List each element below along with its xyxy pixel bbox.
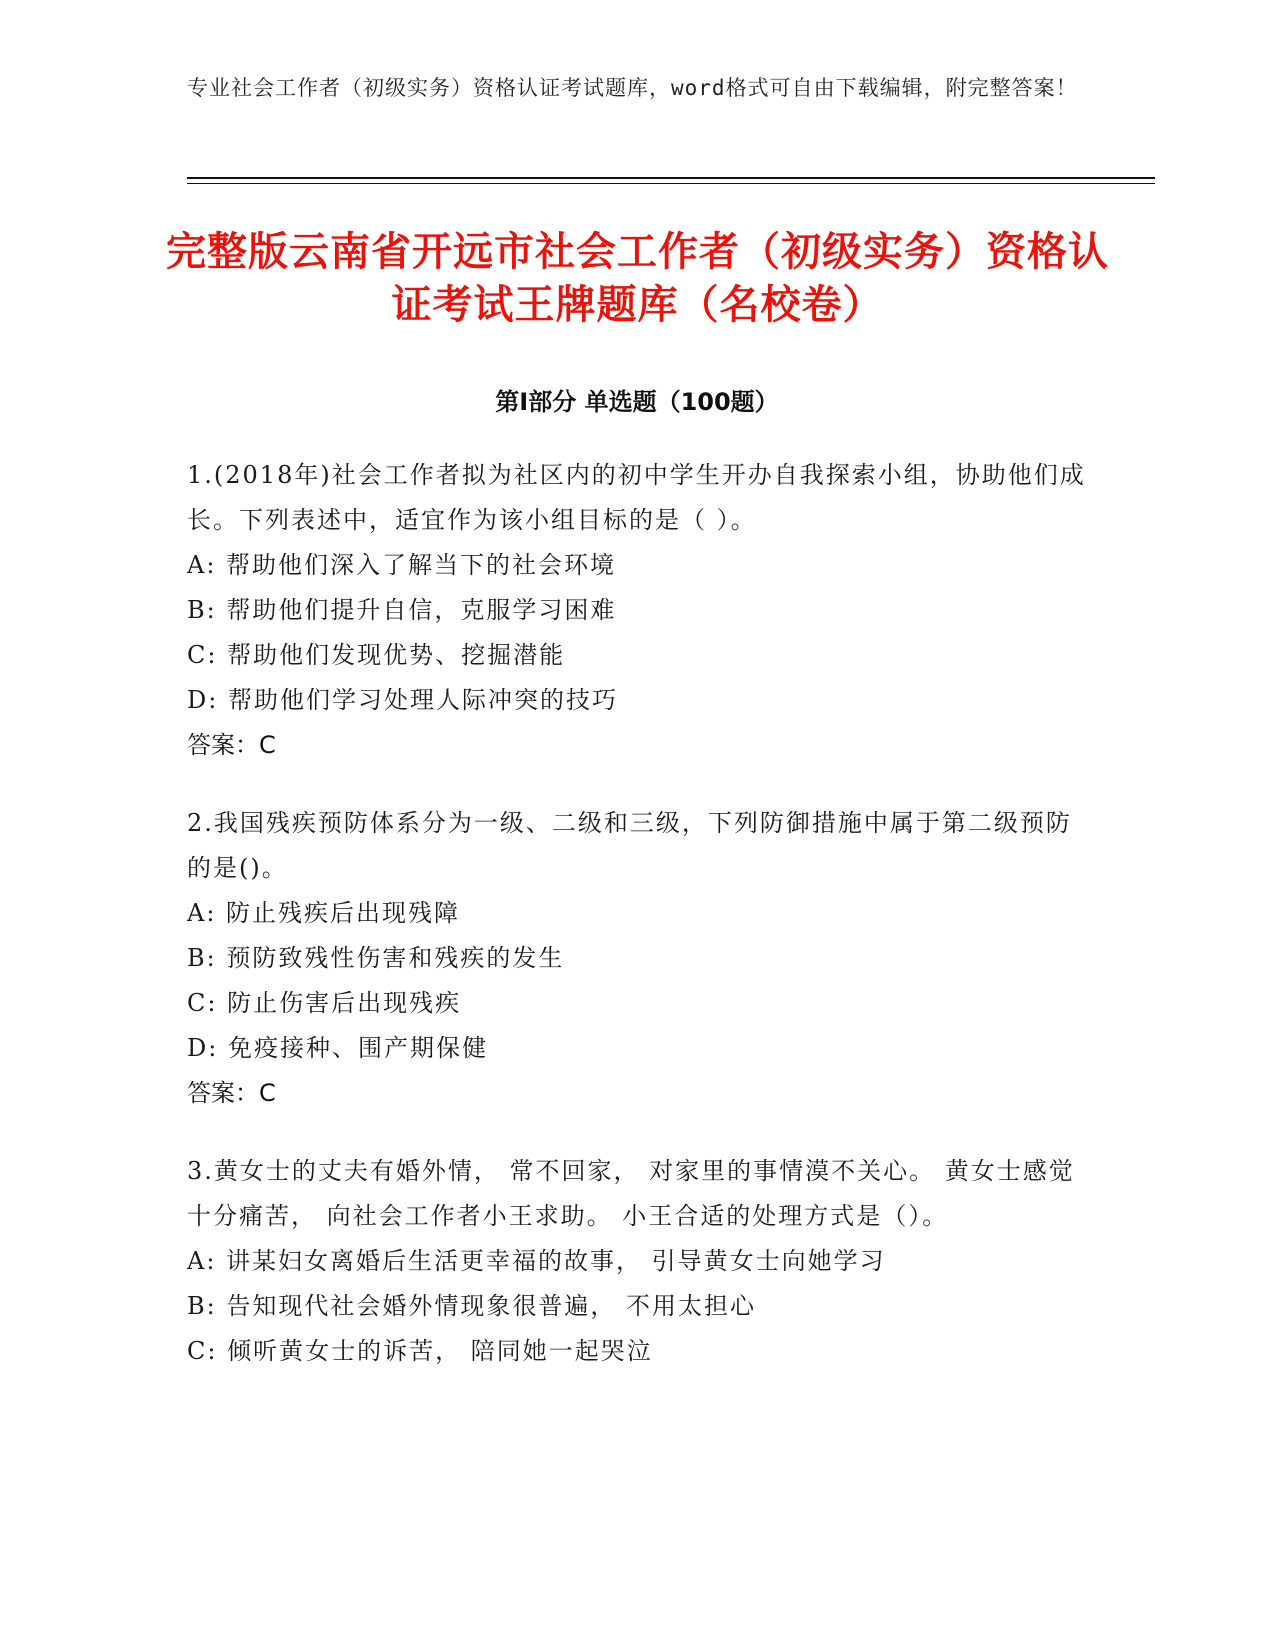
option-b: B: 预防致残性伤害和残疾的发生 (187, 944, 565, 972)
option-d: D: 免疫接种、围产期保健 (187, 1034, 488, 1062)
question-stem: 2.我国残疾预防体系分为一级、二级和三级，下列防御措施中属于第二级预防的是()。 (187, 809, 1072, 882)
question-stem: 1.(2018年)社会工作者拟为社区内的初中学生开办自我探索小组，协助他们成长。下列表述中，适宜作为该小组目标的是（ ）。 (187, 461, 1086, 534)
question-1 (187, 453, 1087, 768)
document-title: 完整版云南省开远市社会工作者（初级实务）资格认证考试王牌题库（名校卷） (166, 229, 1109, 328)
question-stem: 3.黄女士的丈夫有婚外情， 常不回家， 对家里的事情漠不关心。 黄女士感觉十分痛苦， 向社会工作者小王求助。 小王合适的处理方式是（）。 (187, 1157, 1075, 1230)
header-rule-thin (187, 183, 1155, 184)
question-3 (187, 1149, 1087, 1374)
option-d: D: 帮助他们学习处理人际冲突的技巧 (187, 686, 618, 714)
option-b: B: 告知现代社会婚外情现象很普遍， 不用太担心 (187, 1292, 756, 1320)
answer-text: 答案：C (187, 1079, 276, 1107)
option-a: A: 讲某妇女离婚后生活更幸福的故事， 引导黄女士向她学习 (187, 1247, 886, 1275)
option-c: C: 防止伤害后出现残疾 (187, 989, 462, 1017)
option-a: A: 防止残疾后出现残障 (187, 899, 461, 927)
header-note: 专业社会工作者（初级实务）资格认证考试题库，word格式可自由下载编辑，附完整答案！ (187, 76, 1078, 100)
option-b: B: 帮助他们提升自信，克服学习困难 (187, 596, 617, 624)
option-c: C: 倾听黄女士的诉苦， 陪同她一起哭泣 (187, 1337, 653, 1365)
option-a: A: 帮助他们深入了解当下的社会环境 (187, 551, 617, 579)
option-c: C: 帮助他们发现优势、挖掘潜能 (187, 641, 566, 669)
section-heading: 第Ⅰ部分 单选题（100题） (495, 388, 779, 416)
header-rule-thick (187, 177, 1155, 179)
answer-text: 答案：C (187, 731, 276, 759)
question-2 (187, 801, 1087, 1116)
